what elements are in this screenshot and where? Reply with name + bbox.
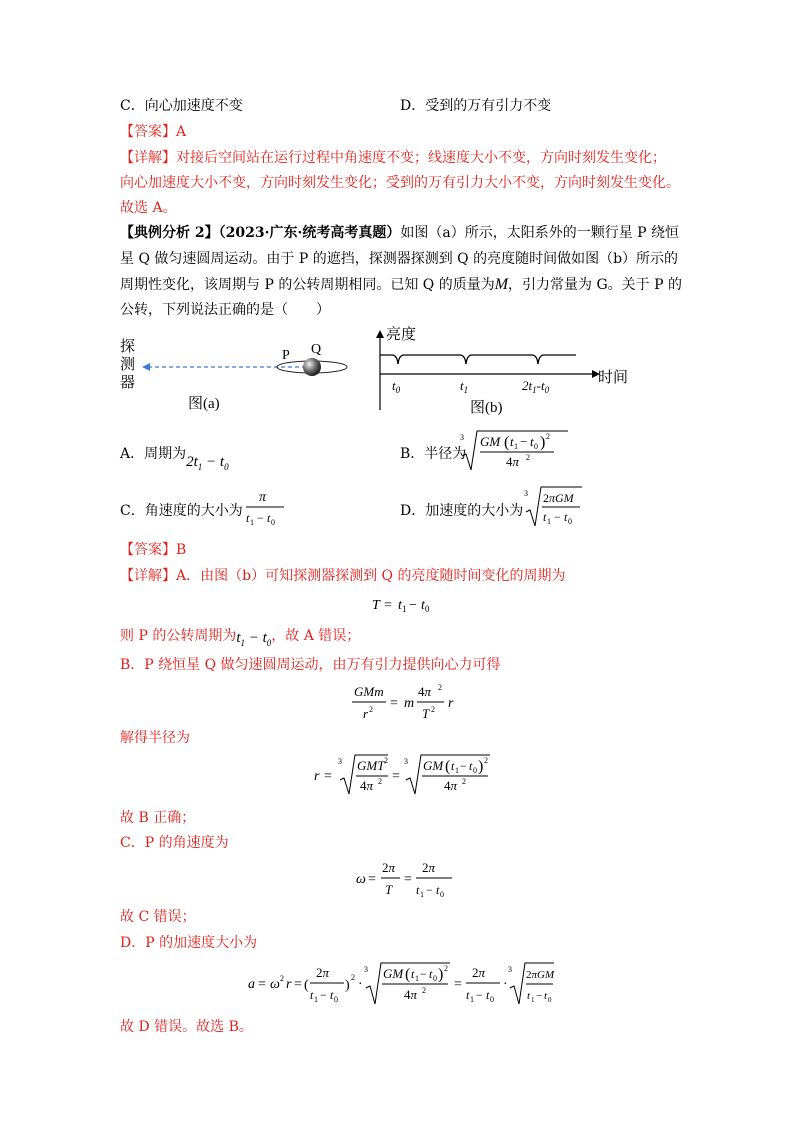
option-a xyxy=(120,443,229,472)
label-p: P xyxy=(282,348,290,363)
tick-2t1-t0: $2t_1-t_0$ xyxy=(522,378,550,395)
svg-text:GM: GM xyxy=(383,966,404,981)
svg-text:GM: GM xyxy=(423,758,444,773)
svg-text:1: 1 xyxy=(250,518,254,527)
eq-acceleration xyxy=(246,958,556,1008)
svg-text:2π: 2π xyxy=(472,965,486,980)
svg-text:ω: ω xyxy=(356,872,366,887)
star-q xyxy=(303,358,321,376)
svg-text:T: T xyxy=(372,598,380,613)
example-2-line2: 星 Q 做匀速圆周运动。由于 P 的遮挡，探测器探测到 Q 的亮度随时间做如图（b）所示的 xyxy=(120,251,679,267)
svg-text:t: t xyxy=(429,967,433,981)
svg-text:GMm: GMm xyxy=(354,684,384,699)
x-axis-label: 时间 xyxy=(598,370,629,386)
y-axis-label: 亮度 xyxy=(386,327,417,343)
eq-gravity xyxy=(350,680,460,724)
svg-text:0: 0 xyxy=(534,442,538,451)
tick-t1: $t_1$ xyxy=(460,378,469,395)
svg-text:r: r xyxy=(314,769,320,784)
svg-text:3: 3 xyxy=(364,965,368,974)
svg-text:2: 2 xyxy=(438,683,442,692)
svg-text:2: 2 xyxy=(462,777,466,786)
option-a-label: A．周期为 xyxy=(120,446,187,462)
option-b-label: B．半径为 xyxy=(400,446,467,462)
svg-text:2: 2 xyxy=(526,453,530,462)
svg-text:−: − xyxy=(476,988,483,1002)
svg-text:0: 0 xyxy=(490,995,494,1004)
svg-text:t: t xyxy=(416,883,420,897)
svg-text:2π: 2π xyxy=(316,965,330,980)
svg-text:3: 3 xyxy=(508,965,512,974)
solution-a-expr: $t_1 - t_0$ xyxy=(236,630,272,648)
svg-text:=: = xyxy=(258,977,266,992)
svg-text:=: = xyxy=(368,872,376,887)
option-a-formula: $2t_1 - t_0$ xyxy=(186,454,229,472)
option-c-formula xyxy=(244,486,288,528)
svg-text:2: 2 xyxy=(369,705,373,714)
svg-text:2: 2 xyxy=(444,964,448,973)
svg-text:−: − xyxy=(420,967,427,981)
svg-text:2: 2 xyxy=(378,777,382,786)
svg-text:·: · xyxy=(503,977,508,992)
svg-text:0: 0 xyxy=(473,766,477,775)
svg-text:1: 1 xyxy=(514,442,518,451)
example-2-line1 xyxy=(120,223,679,243)
solution-d-line: D．P 的加速度大小为 xyxy=(120,935,258,951)
svg-text:(: ( xyxy=(504,434,510,451)
detail-1-line3: 故选 A。 xyxy=(120,200,177,216)
eq-angular-velocity xyxy=(354,856,454,900)
svg-text:2: 2 xyxy=(422,986,426,995)
example-text-3b: ，引力常量为 G。关于 P 的 xyxy=(508,277,682,293)
svg-text:−: − xyxy=(320,988,327,1002)
svg-text:1: 1 xyxy=(420,890,424,899)
example-text-1: 如图（a）所示，太阳系外的一颗行星 P 绕恒 xyxy=(400,225,680,241)
option-c-label: C．角速度的大小为 xyxy=(120,503,243,519)
svg-text:4π: 4π xyxy=(404,987,418,1002)
svg-text:2: 2 xyxy=(546,432,550,441)
svg-text:3: 3 xyxy=(460,433,464,442)
svg-text:t: t xyxy=(411,967,415,981)
example-2-line4: 公转，下列说法正确的是（ ） xyxy=(120,302,330,318)
svg-text:a: a xyxy=(248,977,255,992)
solution-a-line: 【详解】A．由图（b）可知探测器探测到 Q 的亮度随时间变化的周期为 xyxy=(120,568,566,584)
figure-a xyxy=(118,335,358,415)
detail-1-line1: 【详解】对接后空间站在运行过程中角速度不变；线速度大小不变，方向时刻发生变化； xyxy=(120,150,666,166)
svg-text:−: − xyxy=(554,510,561,524)
svg-text:π: π xyxy=(259,490,267,505)
answer-1: 【答案】A xyxy=(120,124,187,140)
svg-text:=: = xyxy=(454,977,462,992)
svg-text:t: t xyxy=(466,988,470,1002)
example-2-line3 xyxy=(120,275,682,295)
solution-a-conc-post: ，故 A 错误； xyxy=(271,628,361,644)
svg-text:T: T xyxy=(385,882,393,897)
svg-text:−: − xyxy=(520,434,528,449)
mass-symbol: M xyxy=(494,276,509,293)
svg-text:4π: 4π xyxy=(360,778,374,793)
svg-text:0: 0 xyxy=(271,518,275,527)
detail-1-line2: 向心加速度大小不变，方向时刻发生变化；受到的万有引力大小不变，方向时刻发生变化。 xyxy=(120,175,680,191)
option-d xyxy=(400,500,523,520)
svg-text:0: 0 xyxy=(548,996,552,1004)
svg-text:GM: GM xyxy=(480,434,501,449)
svg-text:−: − xyxy=(257,511,264,525)
svg-text:t: t xyxy=(398,598,402,613)
svg-text:t: t xyxy=(310,988,314,1002)
label-q: Q xyxy=(311,342,322,357)
svg-text:t: t xyxy=(544,990,548,1002)
svg-text:1: 1 xyxy=(470,995,474,1004)
svg-text:0: 0 xyxy=(433,974,437,983)
svg-text:4π: 4π xyxy=(506,454,520,469)
svg-text:=: = xyxy=(324,769,332,784)
svg-text:−: − xyxy=(409,598,417,613)
solution-d-conclusion: 故 D 错误。故选 B。 xyxy=(120,1019,253,1035)
svg-text:r: r xyxy=(448,696,454,711)
svg-text:0: 0 xyxy=(440,890,444,899)
eq-radius xyxy=(312,752,492,796)
svg-text:1: 1 xyxy=(547,517,551,526)
tick-t0: $t_0$ xyxy=(392,378,401,395)
svg-text:GMT: GMT xyxy=(357,758,385,773)
svg-text:m: m xyxy=(404,696,415,711)
svg-text:ω: ω xyxy=(270,977,280,992)
detector-label-3: 器 xyxy=(120,375,136,391)
y-axis-arrow xyxy=(376,330,384,338)
svg-text:=: = xyxy=(392,769,400,784)
option-b-formula xyxy=(460,428,570,472)
option-c-prev: C．向心加速度不变 xyxy=(120,98,243,114)
figure-b xyxy=(372,322,642,417)
example-source: （2023·广东·统考高考真题） xyxy=(218,225,401,241)
solution-c-line: C．P 的角速度为 xyxy=(120,835,229,851)
svg-text:t: t xyxy=(330,988,334,1002)
caption-b: 图(b) xyxy=(470,400,503,416)
svg-text:4π: 4π xyxy=(444,778,458,793)
solution-a-conc-pre: 则 P 的公转周期为 xyxy=(120,628,237,644)
svg-text:T: T xyxy=(422,706,430,721)
svg-text:1: 1 xyxy=(415,974,419,983)
svg-text:−: − xyxy=(536,990,543,1002)
svg-text:3: 3 xyxy=(524,489,528,498)
example-tag: 【典例分析 2】 xyxy=(120,225,219,241)
svg-text:): ) xyxy=(540,434,546,451)
svg-text:): ) xyxy=(478,758,484,775)
example-text-3: 周期性变化，该周期与 P 的公转周期相同。已知 Q 的质量为 xyxy=(120,277,495,293)
solution-c-conclusion: 故 C 错误； xyxy=(120,909,196,925)
svg-text:t: t xyxy=(530,434,534,449)
svg-text:t: t xyxy=(469,759,473,773)
svg-text:0: 0 xyxy=(334,995,338,1004)
svg-text:2πGM: 2πGM xyxy=(526,969,555,981)
answer-2: 【答案】B xyxy=(120,542,187,558)
svg-text:3: 3 xyxy=(338,757,342,766)
caption-a: 图(a) xyxy=(188,396,220,412)
svg-text:2: 2 xyxy=(484,756,488,765)
svg-text:=: = xyxy=(294,977,302,992)
svg-text:(: ( xyxy=(405,966,411,983)
svg-text:0: 0 xyxy=(568,517,572,526)
svg-text:(: ( xyxy=(304,978,309,993)
svg-text:·: · xyxy=(358,977,363,992)
option-d-prev: D．受到的万有引力不变 xyxy=(400,98,552,114)
svg-text:2πGM: 2πGM xyxy=(543,491,574,505)
svg-text:t: t xyxy=(436,883,440,897)
svg-text:r: r xyxy=(363,706,369,721)
detector-label-2: 测 xyxy=(120,357,136,373)
svg-text:t: t xyxy=(527,990,531,1002)
solution-a-conclusion xyxy=(120,626,360,651)
solution-b-solve: 解得半径为 xyxy=(120,730,190,746)
svg-text:−: − xyxy=(426,883,433,897)
svg-text:2: 2 xyxy=(431,705,435,714)
svg-text:t: t xyxy=(421,598,425,613)
solution-b-line: B．P 绕恒星 Q 做匀速圆周运动，由万有引力提供向心力可得 xyxy=(120,657,501,673)
svg-text:1: 1 xyxy=(455,766,459,775)
detector-label-1: 探 xyxy=(120,339,136,355)
svg-text:=: = xyxy=(404,872,412,887)
svg-text:): ) xyxy=(438,966,444,983)
svg-text:=: = xyxy=(384,598,392,613)
svg-text:1: 1 xyxy=(314,995,318,1004)
svg-text:=: = xyxy=(390,696,398,711)
svg-text:2: 2 xyxy=(384,756,388,765)
svg-text:2: 2 xyxy=(280,974,284,983)
svg-text:r: r xyxy=(286,977,292,992)
svg-text:t: t xyxy=(543,510,547,524)
svg-text:2π: 2π xyxy=(422,860,436,875)
svg-text:t: t xyxy=(267,511,271,525)
svg-text:t: t xyxy=(510,434,514,449)
option-d-formula xyxy=(524,484,584,528)
svg-text:1: 1 xyxy=(402,604,407,614)
svg-text:t: t xyxy=(486,988,490,1002)
eq-period xyxy=(370,592,450,616)
svg-text:t: t xyxy=(564,510,568,524)
svg-text:t: t xyxy=(451,759,455,773)
option-d-label: D．加速度的大小为 xyxy=(400,503,524,519)
svg-text:t: t xyxy=(246,511,250,525)
svg-text:3: 3 xyxy=(404,757,408,766)
light-arrow-head xyxy=(142,363,150,371)
solution-b-conclusion: 故 B 正确； xyxy=(120,810,196,826)
svg-text:): ) xyxy=(345,978,350,993)
svg-text:2π: 2π xyxy=(382,860,396,875)
svg-text:1: 1 xyxy=(531,996,535,1004)
svg-text:0: 0 xyxy=(425,604,430,614)
brightness-curve xyxy=(380,355,576,364)
option-b xyxy=(400,443,466,463)
svg-text:−: − xyxy=(460,759,467,773)
svg-text:4π: 4π xyxy=(418,684,432,699)
svg-text:(: ( xyxy=(445,758,451,775)
option-c xyxy=(120,500,243,520)
svg-text:2: 2 xyxy=(351,973,355,982)
